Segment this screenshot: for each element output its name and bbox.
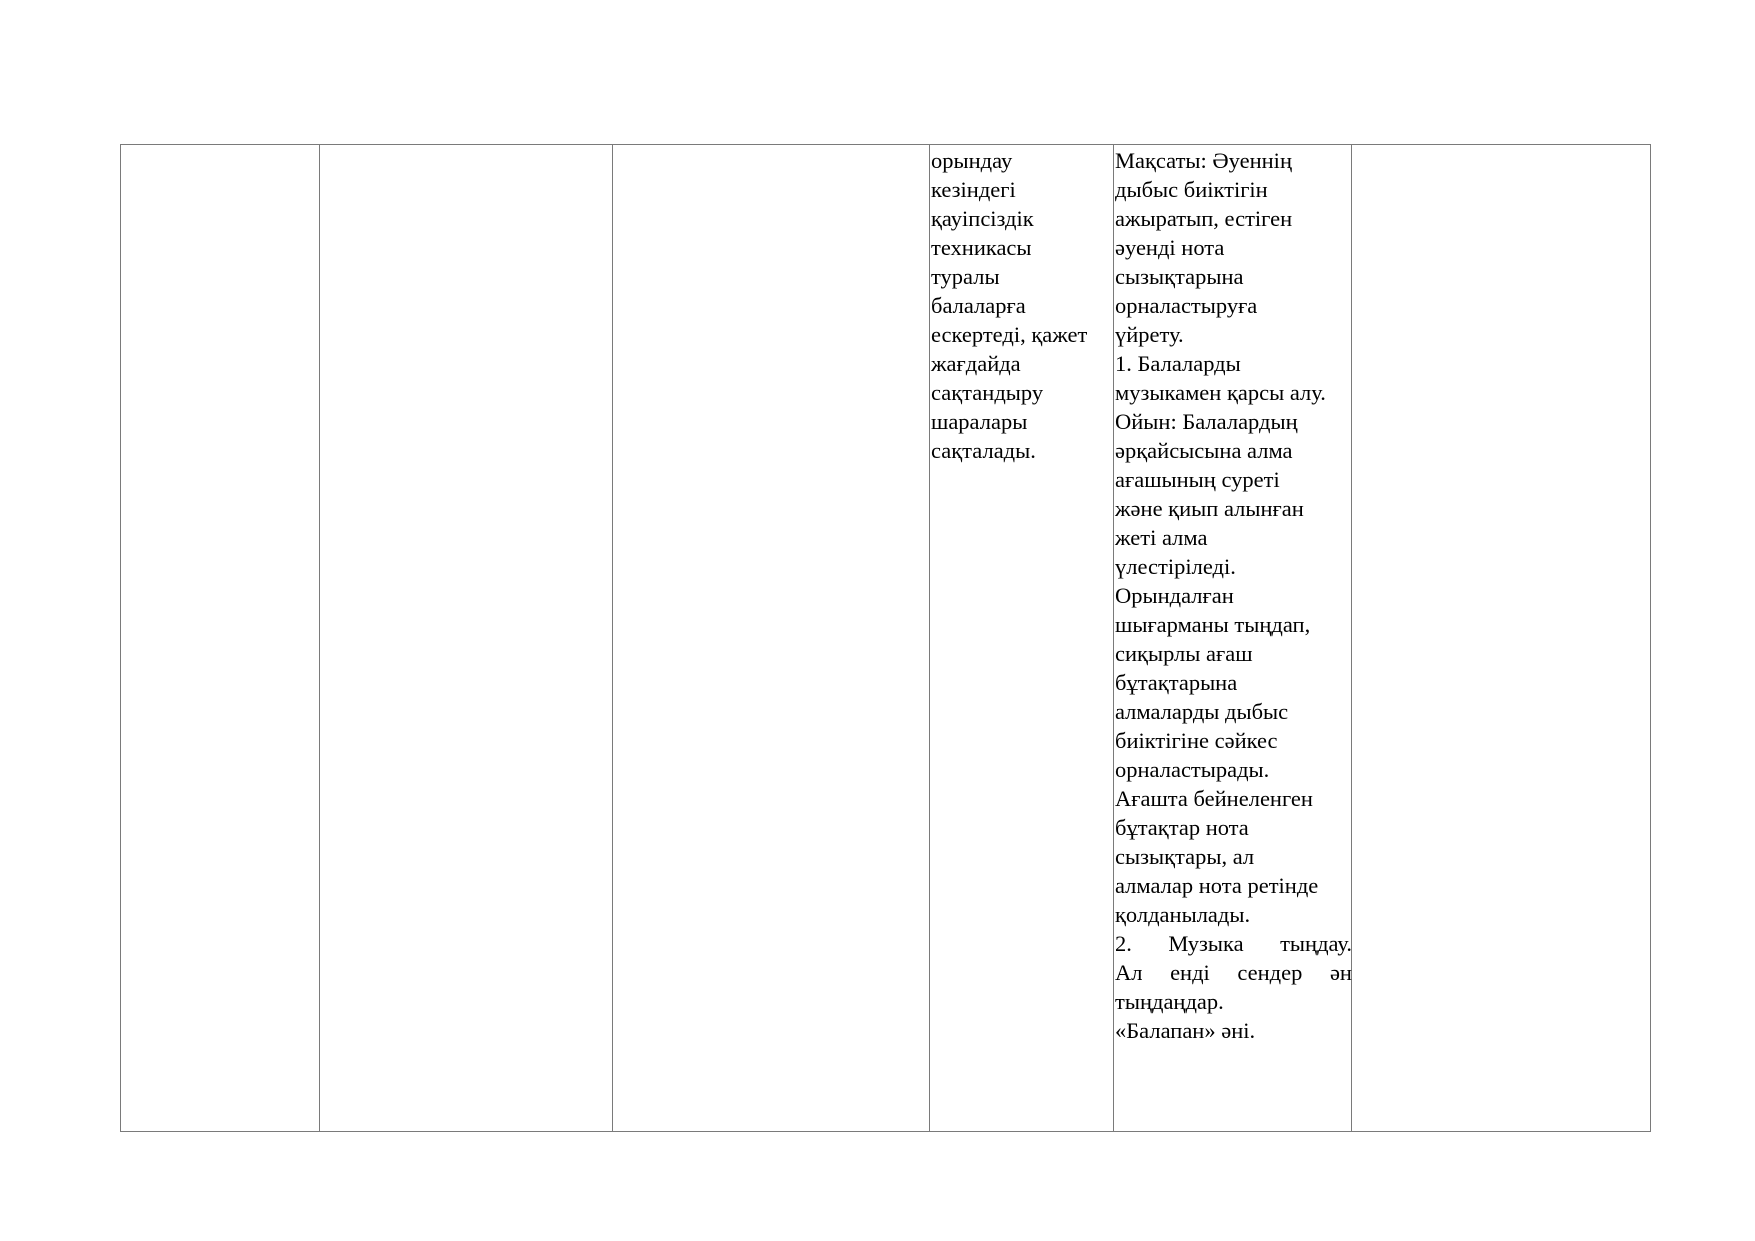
table-cell-col5	[1114, 145, 1352, 1132]
text-line: сиқырлы ағаш	[1115, 641, 1253, 666]
text-line: шығарманы тыңдап,	[1115, 612, 1311, 637]
text-line: бұтақтар нота	[1115, 815, 1249, 840]
text-line: Ағашта бейнеленген	[1115, 786, 1313, 811]
table-cell-col1	[121, 145, 320, 1132]
text-line: орналастыруға	[1115, 293, 1258, 318]
text-line: «Балапан» әні.	[1115, 1018, 1256, 1043]
text-line: үйрету.	[1115, 322, 1184, 347]
text-line: дыбыс биіктігін	[1115, 177, 1268, 202]
text-line: сақталады.	[931, 438, 1036, 463]
text-line: әрқайсысына алма	[1115, 438, 1293, 463]
text-line: тыңдаңдар.	[1115, 989, 1224, 1014]
lesson-content-text	[1115, 146, 1351, 1045]
text-line: сызықтары, ал	[1115, 844, 1255, 869]
text-line: балаларға	[931, 293, 1026, 318]
table-cell-col3	[613, 145, 930, 1132]
word: тыңдау.	[1280, 931, 1352, 956]
table-cell-col2	[320, 145, 613, 1132]
text-line: жеті алма	[1115, 525, 1208, 550]
text-line: сақтандыру	[931, 380, 1044, 405]
text-line: және қиып алынған	[1115, 496, 1304, 521]
text-line: үлестіріледі.	[1115, 554, 1236, 579]
text-line: қауіпсіздік	[931, 206, 1034, 231]
text-line: Орындалған	[1115, 583, 1234, 608]
text-line: қолданылады.	[1115, 902, 1251, 927]
text-line: ағашының суреті	[1115, 467, 1280, 492]
lesson-plan-table	[120, 144, 1651, 1132]
text-line: орналастырады.	[1115, 757, 1270, 782]
word: Ал	[1115, 960, 1143, 985]
text-line: бұтақтарына	[1115, 670, 1238, 695]
word: ән	[1329, 960, 1352, 985]
text-line: 1. Балаларды	[1115, 351, 1241, 376]
text-line: Мақсаты: Әуеннің	[1115, 148, 1292, 173]
text-line: ажыратып, естіген	[1115, 206, 1293, 231]
table-cell-col6	[1352, 145, 1651, 1132]
word: 2.	[1115, 931, 1132, 956]
justified-text-line	[1115, 958, 1352, 987]
text-line: музыкамен қарсы алу.	[1115, 380, 1326, 405]
justified-text-line	[1115, 929, 1352, 958]
text-line: жағдайда	[931, 351, 1021, 376]
text-line: әуенді нота	[1115, 235, 1225, 260]
text-line: Ойын: Балалардың	[1115, 409, 1298, 434]
word: Музыка	[1168, 931, 1244, 956]
text-line: орындау	[931, 148, 1013, 173]
word: енді	[1170, 960, 1210, 985]
table-row	[121, 145, 1651, 1132]
text-line: сызықтарына	[1115, 264, 1244, 289]
table-cell-col4	[930, 145, 1114, 1132]
safety-notes-text	[931, 146, 1113, 465]
text-line: техникасы	[931, 235, 1032, 260]
word: сендер	[1237, 960, 1303, 985]
text-line: биіктігіне сәйкес	[1115, 728, 1278, 753]
text-line: алмаларды дыбыс	[1115, 699, 1289, 724]
text-line: кезіндегі	[931, 177, 1016, 202]
text-line: шаралары	[931, 409, 1028, 434]
text-line: ескертеді, қажет	[931, 322, 1088, 347]
text-line: алмалар нота ретінде	[1115, 873, 1319, 898]
text-line: туралы	[931, 264, 1000, 289]
